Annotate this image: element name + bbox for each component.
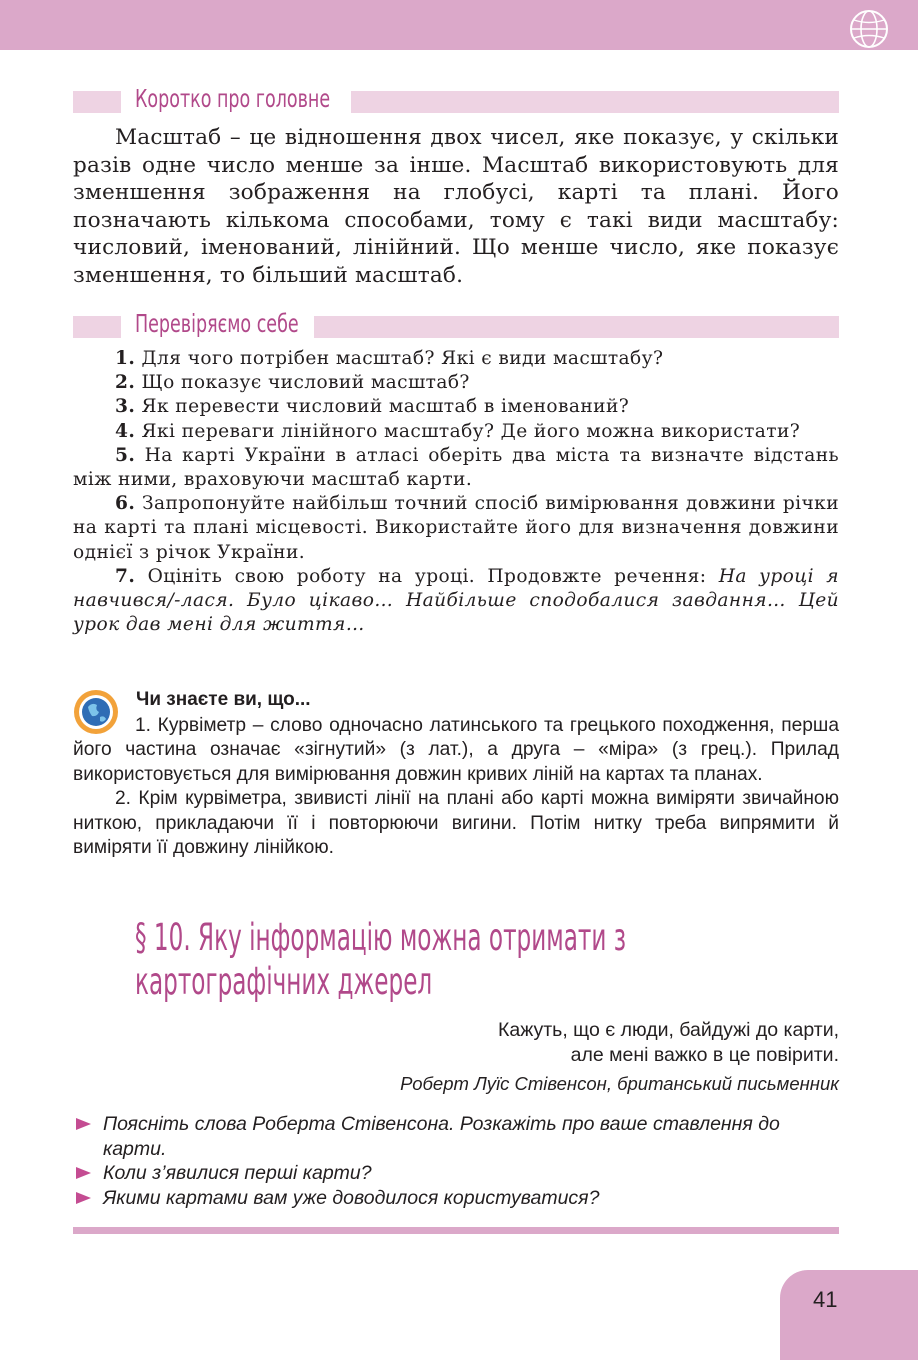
play-triangle-icon <box>76 1192 91 1204</box>
question-italic-text: На уроці я навчився/-лася. Було цікаво… Найбільше сподобалися завдання… Цей урок дав мені для життя… <box>73 565 839 636</box>
prompt-text: Коли з’явилися перші карти? <box>103 1162 372 1184</box>
did-you-know-title: Чи знаєте ви, що... <box>136 689 311 710</box>
question-item <box>73 444 839 492</box>
did-you-know-item: 1. Курвіметр – слово одночасно латинського та грецького походження, перша його частина означає «зігнутий» (з лат.), а друга – «міра» (з грец.). Прилад використовується для вимірювання довжин кривих ліній на картах та планах. <box>73 715 839 785</box>
heading-bar-left <box>73 91 121 113</box>
question-text: Які переваги лінійного масштабу? Де його можна використати? <box>141 420 801 442</box>
chapter-title: § 10. Яку інформацію можна отримати з картографічних джерел <box>135 916 627 1003</box>
question-number: 6. <box>115 493 136 515</box>
prompt-item <box>73 1161 839 1186</box>
globe-icon <box>849 9 889 49</box>
bottom-divider <box>73 1227 839 1234</box>
question-number: 5. <box>115 444 136 466</box>
question-item <box>73 420 839 444</box>
question-text: На карті України в атласі оберіть два міста та визначте відстань між ними, враховуючи масштаб карти. <box>73 444 840 491</box>
play-triangle-icon <box>76 1118 91 1130</box>
question-text: Оцініть свою роботу на уроці. Продовжте речення: <box>147 565 719 587</box>
question-item <box>73 371 839 395</box>
question-item <box>73 565 839 638</box>
heading-bar-right <box>351 91 839 113</box>
question-text: Для чого потрібен масштаб? Які є види масштабу? <box>141 348 664 369</box>
prompt-item <box>73 1112 839 1161</box>
prompt-text: Поясніть слова Роберта Стівенсона. Розкажіть про ваше ставлення до карти. <box>103 1113 780 1160</box>
section-summary-title: Коротко про головне <box>135 84 331 113</box>
page-number-tab <box>780 1270 918 1360</box>
question-item <box>73 492 839 565</box>
did-you-know-text <box>73 714 839 860</box>
question-text: Як перевести числовий масштаб в іменований? <box>141 396 630 418</box>
epigraph-line: Кажуть, що є люди, байдужі до карти, <box>498 1019 839 1041</box>
question-text: Запропонуйте найбільш точний спосіб вимірювання довжини річки на карті та плані місцевості. Використайте його для визначення довжини однієї з річок України. <box>73 493 839 563</box>
top-header-band <box>0 0 918 50</box>
prompt-item <box>73 1186 839 1211</box>
summary-text: Масштаб – це відношення двох чисел, яке показує, у скільки разів одне число менше за інше. Масштаб використовують для зменшення зображення на глобусі, карті та плані. Його позначають кількома способами, тому є такі види масштабу: числовий, іменований, лінійний. Що менше число, яке показує зменшення, то більший масштаб. <box>73 125 839 288</box>
heading-bar-right <box>314 316 839 338</box>
page-number: 41 <box>813 1287 838 1312</box>
question-number: 2. <box>115 372 136 394</box>
prompt-text: Якими картами вам уже доводилося користуватися? <box>103 1186 600 1209</box>
section-check-title: Перевіряємо себе <box>135 309 299 338</box>
did-you-know-item: 2. Крім курвіметра, звивисті лінії на плані або карті можна виміряти звичайною ниткою, прикладаючи її і повторюючи вигини. Потім нитку треба випрямити й виміряти її довжину лінійкою. <box>73 788 839 859</box>
question-number: 4. <box>115 420 136 442</box>
prompt-list <box>73 1112 839 1210</box>
play-triangle-icon <box>76 1167 91 1179</box>
question-number: 7. <box>115 565 136 587</box>
summary-paragraph <box>73 124 839 289</box>
epigraph-author: Роберт Луїс Стівенсон, британський письменник <box>400 1073 839 1094</box>
heading-bar-left <box>73 316 121 338</box>
question-text: Що показує числовий масштаб? <box>141 372 470 394</box>
question-item <box>73 347 839 371</box>
question-item <box>73 395 839 419</box>
section-summary-heading <box>73 84 839 118</box>
question-number: 1. <box>115 348 136 369</box>
question-number: 3. <box>115 396 136 418</box>
epigraph-line: але мені важко в це повірити. <box>570 1044 839 1066</box>
section-check-heading <box>73 309 839 343</box>
questions-list <box>73 347 839 637</box>
